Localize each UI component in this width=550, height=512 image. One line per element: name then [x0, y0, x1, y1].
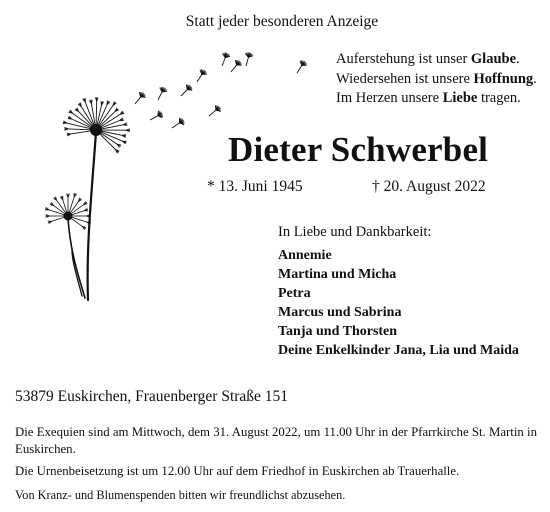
verse-line-1: Auferstehung ist unser Glaube. [336, 51, 520, 67]
deceased-name: Dieter Schwerbel [228, 130, 489, 169]
mourners-list [278, 246, 519, 360]
mourner: Marcus und Sabrina [278, 305, 402, 320]
mourner: Annemie [278, 248, 332, 263]
header-notice: Statt jeder besonderen Anzeige [185, 13, 379, 30]
verse-line-2: Wiedersehen ist unsere Hoffnung. [336, 70, 537, 87]
flowers-request: Von Kranz- und Blumenspenden bitten wir freundlichst abzusehen. [15, 488, 346, 502]
mourner: Martina und Micha [278, 267, 397, 282]
mourner: Deine Enkelkinder Jana, Lia und Maida [278, 343, 519, 358]
birth-date: * 13. Juni 1945 [207, 178, 303, 195]
burial-info: Die Urnenbeisetzung ist um 12.00 Uhr auf dem Friedhof in Euskirchen ab Trauerhalle. [15, 464, 460, 478]
funeral-mass-info: Die Exequien sind am Mittwoch, dem 31. August 2022, um 11.00 Uhr in der Pfarrkirche St. Martin in Euskirchen. [15, 425, 537, 456]
mourner: Petra [278, 286, 311, 301]
death-date: † 20. August 2022 [372, 178, 486, 195]
verse-line-3: Im Herzen unsere Liebe tragen. [336, 90, 521, 106]
verse [336, 50, 537, 109]
mourner: Tanja und Thorsten [278, 324, 398, 339]
mourners-intro: In Liebe und Dankbarkeit: [278, 224, 432, 240]
address: 53879 Euskirchen, Frauenberger Straße 151 [15, 388, 289, 405]
dandelion-head-large [90, 124, 102, 136]
dandelion-head-small [64, 212, 73, 221]
